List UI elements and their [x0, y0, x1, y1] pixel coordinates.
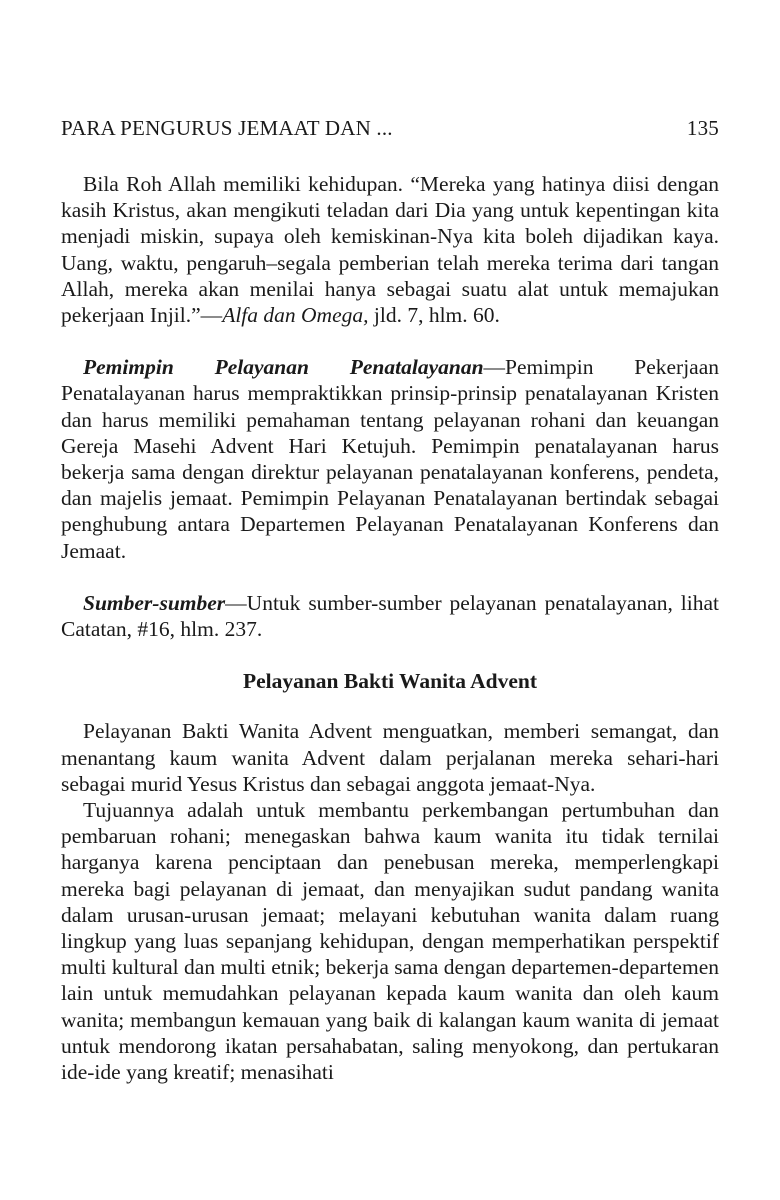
womens-ministry-intro-paragraph: Pelayanan Bakti Wanita Advent menguatkan, memberi semangat, dan menantang kaum wanita Advent dalam perjalanan mereka sehari-hari sebagai murid Yesus Kristus dan sebagai anggota jemaat-Nya.	[61, 719, 719, 796]
stewardship-leader-paragraph	[61, 354, 719, 564]
stewardship-leader-runin: Pemimpin Pelayanan Penatalayanan	[83, 355, 484, 380]
page-number: 135	[686, 116, 719, 140]
quote-text: Bila Roh Allah memiliki kehidupan. “Mereka yang hatinya diisi dengan kasih Kristus, akan mengikuti teladan dari Dia yang untuk kepentingan kita menjadi miskin, supaya oleh kemiskinan-Nya kita boleh dijadikan kaya. Uang, waktu, pengaruh–segala pemberian telah mereka terima dari tangan Allah, mereka akan menilai hanya sebagai suatu alat untuk memajukan pekerjaan Injil.”—	[61, 172, 719, 328]
womens-ministry-purpose-paragraph: Tujuannya adalah untuk membantu perkembangan pertumbuhan dan pembaruan rohani; menegaskan bahwa kaum wanita itu tidak ternilai harganya karena penciptaan dan penebusan mereka, memperlengkapi mereka bagi pelayanan di jemaat, dan menyajikan sudut pandang wanita dalam urusan-urusan jemaat; melayani kebutuhan wanita dalam ruang lingkup yang luas sepanjang kehidupan, dengan memperhatikan perspektif multi kultural dan multi etnik; bekerja sama dengan departemen-departemen lain untuk memudahkan pelayanan kepada kaum wanita dan oleh kaum wanita; membangun kemauan yang baik di kalangan kaum wanita di jemaat untuk mendorong ikatan persahabatan, saling menyokong, dan pertukaran ide-ide yang kreatif; menasihati	[61, 798, 719, 1085]
resources-text: —Untuk sumber-sumber pelayanan penatalayanan, lihat Catatan, #16, hlm. 237.	[61, 590, 719, 642]
resources-paragraph	[61, 590, 719, 642]
quote-paragraph	[61, 171, 719, 328]
section-heading: Pelayanan Bakti Wanita Advent	[242, 669, 538, 694]
running-title: PARA PENGURUS JEMAAT DAN ...	[61, 116, 393, 140]
stewardship-leader-text: —Pemimpin Pekerjaan Penatalayanan harus mempraktikkan prinsip-prinsip penatalayanan Kristen dan harus memiliki pemahaman tentang pelayanan rohani dan keuangan Gereja Masehi Advent Hari Ketujuh. Pemimpin penatalayanan harus bekerja sama dengan direktur pelayanan penatalayanan konferens, pendeta, dan majelis jemaat. Pemimpin Pelayanan Penatalayanan bertindak sebagai penghubung antara Departemen Pelayanan Penatalayanan Konferens dan Jemaat.	[61, 355, 720, 563]
quote-reference: jld. 7, hlm. 60.	[368, 303, 500, 328]
running-head	[61, 113, 719, 143]
body-text	[61, 171, 719, 1085]
quote-source: Alfa dan Omega,	[222, 303, 369, 328]
resources-runin: Sumber-sumber	[83, 590, 226, 615]
